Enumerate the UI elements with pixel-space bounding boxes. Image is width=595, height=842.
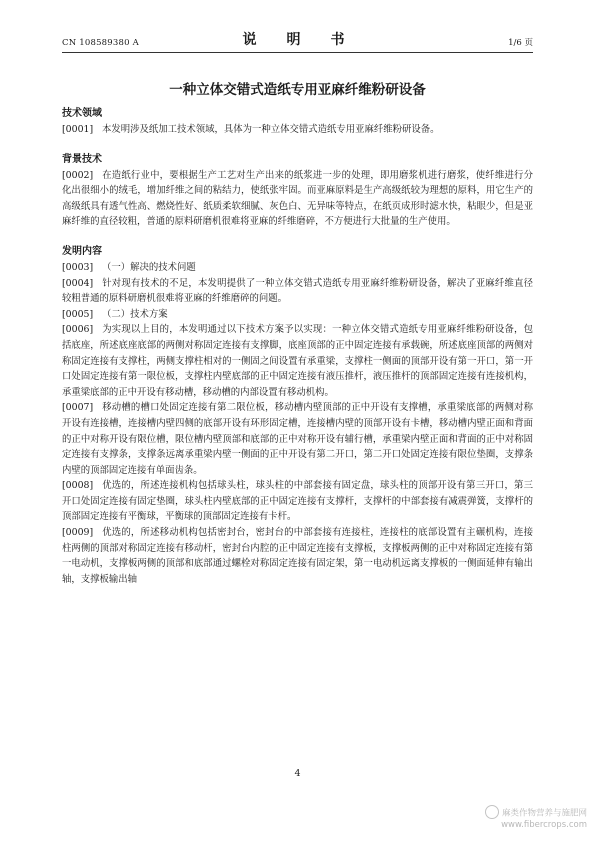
paragraph-number: [0009]: [62, 527, 94, 539]
paragraph: [62, 525, 533, 587]
paragraph-number: [0001]: [62, 124, 94, 135]
paragraph: [62, 478, 533, 525]
paragraph-number: [0003]: [62, 261, 94, 273]
paragraph-number: [0006]: [62, 324, 94, 336]
paragraph-text: （二）技术方案: [102, 308, 168, 320]
watermark-title: [447, 806, 587, 820]
paragraph-number: [0008]: [62, 480, 94, 492]
section-heading: 技术领域: [62, 108, 102, 119]
watermark-logo-icon: [485, 805, 499, 819]
paragraph-text: 优选的，所述连接机构包括球头柱，球头柱的中部套接有固定盘，球头柱的顶部开设有第三开口，第三开口处固定连接有固定垫圈，球头柱内壁底部的正中固定连接有支撑杆，支撑杆的中部套接有减震弹簧，支撑杆的顶部固定连接有平衡球，平衡球的顶部固定连接有卡杆。: [62, 480, 533, 523]
paragraph-text: 在造纸行业中，要根据生产工艺对生产出来的纸浆进一步的处理，即用磨浆机进行磨浆，使纤维进行分化出很细小的绒毛，增加纤维之间的粘结力，使纸张牢固。而亚麻原料是生产高级纸较为理想的原料，用它生产的高级纸具有透气性高、燃烧性好、纸质柔软细腻、灰色白、无异味等特点，在纸页成形时滤水快，粘眼少，但是亚麻纤维的直径较粗，普通的原料研磨机很难将亚麻的纤维磨碎，不方便进行大批量的生产使用。: [62, 169, 533, 228]
section-heading: 发明内容: [62, 245, 102, 257]
page-number: 4: [294, 768, 301, 779]
paragraph-text: （一）解决的技术问题: [102, 261, 196, 273]
paragraph: [62, 260, 533, 276]
paragraph-text: 为实现以上目的，本发明通过以下技术方案予以实现：一种立体交错式造纸专用亚麻纤维粉研设备，包括底座，所述底座底部的两侧对称固定连接有支撑脚，底座顶部的正中固定连接有承载碗，所述底座顶部的两侧对称固定连接有支撑柱，两侧支撑柱相对的一侧固之间设置有承重梁，支撑柱一侧面的顶部开设有第一开口，第一开口处固定连接有第一限位板，支撑柱内壁底部的正中固定连接有液压推杆，液压推杆的顶部固定连接有连接机构，承重梁底部的正中开设有移动槽，移动槽的内部设置有移动机构。: [62, 324, 533, 398]
paragraph-number: [0004]: [62, 277, 94, 289]
paragraph-text: 本发明涉及纸加工技术领域，具体为一种立体交错式造纸专用亚麻纤维粉研设备。: [102, 124, 440, 135]
paragraph-number: [0005]: [62, 308, 94, 320]
section-heading: 背景技术: [62, 153, 102, 165]
page-header: [62, 30, 533, 53]
paragraph-number: [0007]: [62, 402, 94, 414]
paragraph: [62, 276, 533, 307]
watermark-line1: 麻类作物营养与施肥网: [501, 808, 587, 819]
paragraph-number: [0002]: [62, 169, 94, 181]
paragraph: [62, 168, 533, 230]
paragraph: [62, 307, 533, 323]
watermark: [447, 806, 587, 831]
paragraph: [62, 122, 533, 138]
paragraph-text: 移动槽的槽口处固定连接有第二限位板，移动槽内壁顶部的正中开设有支撑槽，承重梁底部的两侧对称开设有连接槽，连接槽内壁四侧的底部开设有环形固定槽，连接槽内壁的顶部开设有卡槽，移动槽内壁正面和背面的正中对称开设有限位槽，限位槽内壁顶部和底部的正中对称开设有辅行槽，承重梁内壁正面和背面的正中对称固定连接有支撑条，支撑条远离承重梁内壁一侧面的正中开设有第二开口，第二开口处固定连接有限位垫圈，支撑条内壁的顶部固定连接有单面齿条。: [62, 402, 533, 476]
paragraph: [62, 400, 533, 478]
paragraph-text: 优选的，所述移动机构包括密封台，密封台的中部套接有连接柱，连接柱的底部设置有主碾机构，连接柱两侧的顶部对称固定连接有移动杆，密封台内腔的正中固定连接有支撑板，支撑板两侧的正中对称固定连接有第一电动机，支撑板两侧的顶部和底部通过螺栓对称固定连接有固定架，第一电动机远离支撑板的一侧面延伸有输出轴，支撑板输出轴: [62, 527, 533, 585]
document-body: [62, 106, 533, 587]
paragraph-text: 针对现有技术的不足，本发明提供了一种立体交错式造纸专用亚麻纤维粉研设备，解决了亚麻纤维直径较粗普通的原料研磨机很难将亚麻的纤维磨碎的问题。: [62, 277, 533, 305]
page-indicator: 1/6 页: [508, 38, 533, 48]
paragraph: [62, 322, 533, 400]
doc-number: CN 108589380 A: [62, 38, 139, 48]
doc-type: 说 明 书: [242, 32, 353, 48]
watermark-url: www.fibercrops.com: [501, 820, 587, 830]
document-title: 一种立体交错式造纸专用亚麻纤维粉研设备: [169, 82, 426, 98]
